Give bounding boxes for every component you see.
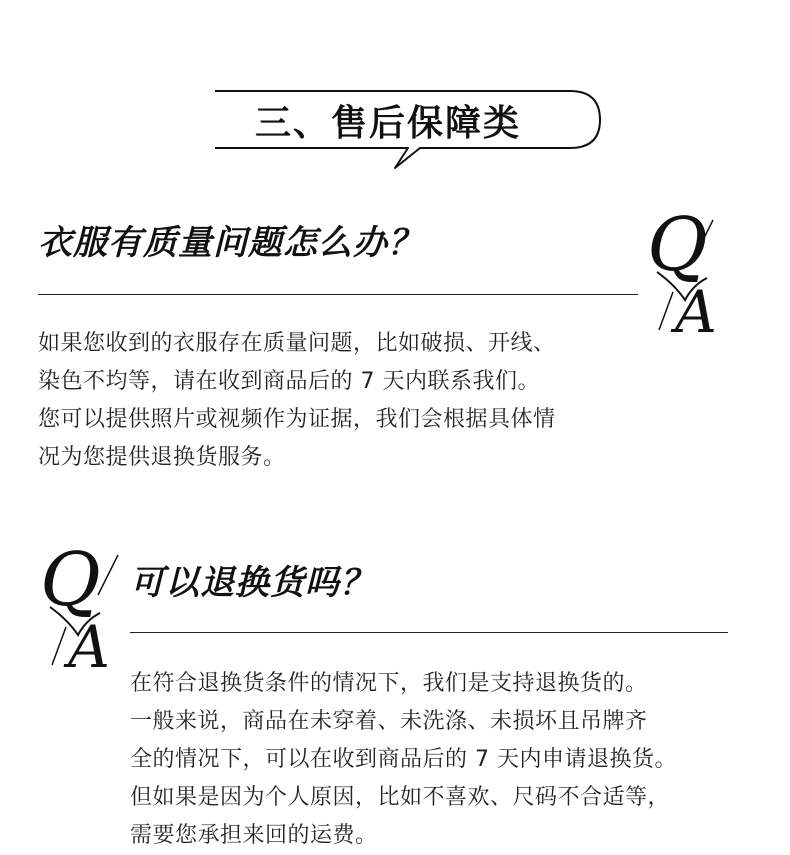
faq-2-answer: [130, 665, 677, 855]
section-header-bubble: [0, 0, 790, 180]
answer-line: 一般来说，商品在未穿着、未洗涤、未损坏且吊牌齐: [130, 709, 648, 734]
qa-logo-2: [38, 535, 133, 681]
qa-q-letter: Q: [647, 202, 708, 288]
qa-q-letter: Q: [40, 537, 101, 623]
answer-line: 况为您提供退换货服务。: [38, 445, 286, 470]
answer-line: 但如果是因为个人原因，比如不喜欢、尺码不合适等，: [130, 785, 671, 810]
faq-1-question: 衣服有质量问题怎么办？: [38, 223, 423, 263]
faq-2-question: 可以退换货吗？: [130, 563, 375, 603]
qa-logo-1: [645, 200, 740, 346]
answer-line: 全的情况下，可以在收到商品后的 7 天内申请退换货。: [130, 747, 677, 772]
answer-line: 在符合退换货条件的情况下，我们是支持退换货的。: [130, 671, 648, 696]
section-title: 三、售后保障类: [255, 103, 522, 144]
qa-a-letter: A: [68, 613, 110, 681]
answer-line: 需要您承担来回的运费。: [130, 823, 378, 848]
answer-line: 您可以提供照片或视频作为证据，我们会根据具体情: [38, 407, 556, 432]
answer-line: 染色不均等，请在收到商品后的 7 天内联系我们。: [38, 369, 540, 394]
faq-1-divider: [38, 294, 638, 295]
faq-2-divider: [130, 632, 728, 633]
answer-line: 如果您收到的衣服存在质量问题，比如破损、开线、: [38, 331, 556, 356]
faq-1-answer: [38, 325, 556, 477]
qa-a-letter: A: [675, 278, 717, 346]
